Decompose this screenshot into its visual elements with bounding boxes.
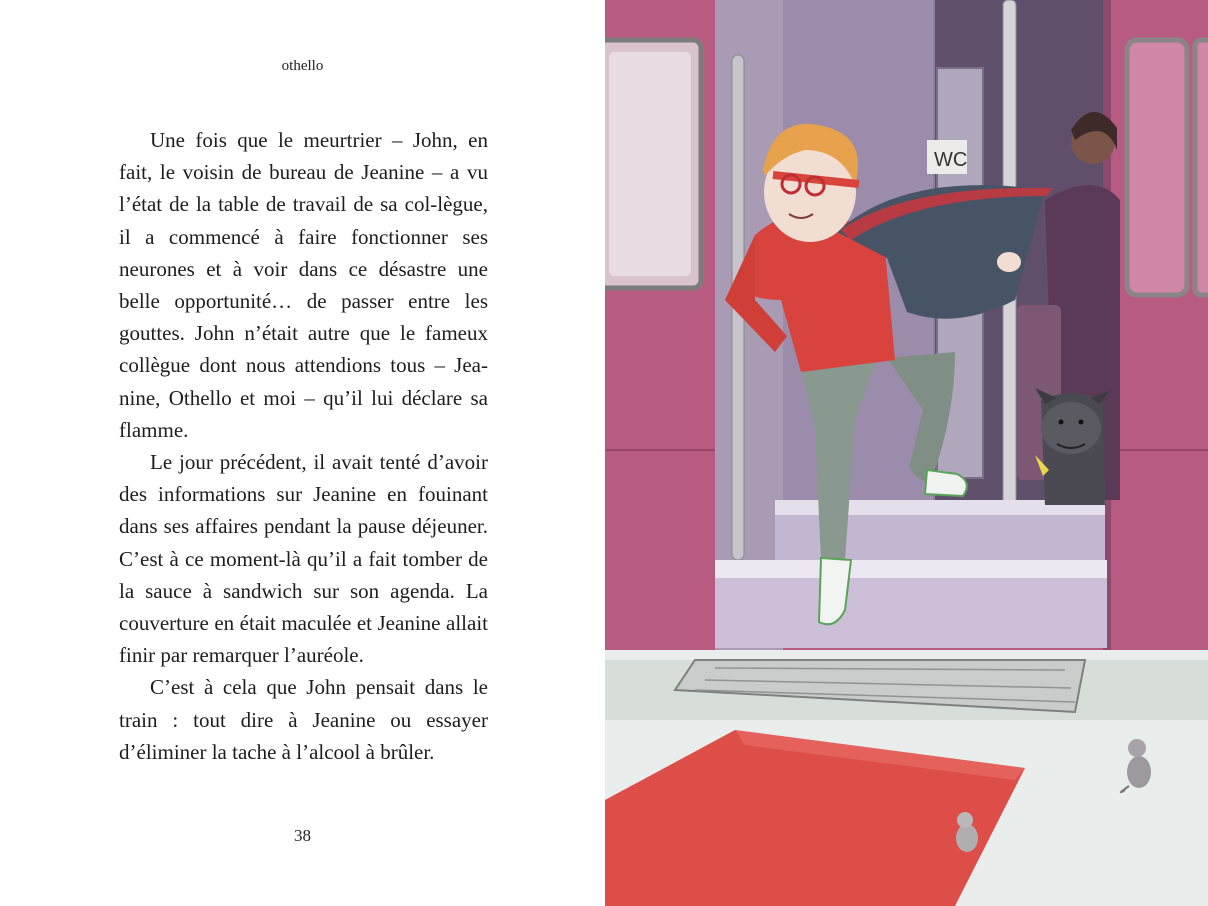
page-number: 38	[294, 826, 311, 845]
train-illustration	[605, 0, 1208, 906]
paragraph: Le jour précédent, il avait tenté d’avoir des informations sur Jeanine en fouinant dans ses affaires pendant la pause déjeuner. C’est à ce moment-là qu’il a fait tomber de la sauce à sandwich sur son agenda. La couverture en était maculée et Jeanine allait finir par remarquer l’auréole.	[119, 450, 488, 668]
running-head: othello	[281, 58, 324, 74]
train-window-right	[1127, 40, 1187, 295]
body-text	[119, 124, 488, 768]
paragraph: Une fois que le meurtrier – John, en fait, le voisin de bureau de Jeanine – a vu l’état de la table de travail de sa col-lègue, il a commencé à faire fonctionner ses neurones et à voir dans ce désastre une belle opportunité… de passer entre les gouttes. John n’était autre que le fameux collègue dont nous attendions tous – Jea-nine, Othello et moi – qu’il lui déclare sa flamme.	[119, 128, 488, 442]
illustration-page	[605, 0, 1208, 906]
paragraph: C’est à cela que John pensait dans le train : tout dire à Jeanine ou essayer d’éliminer la tache à l’alcool à brûler.	[119, 675, 488, 764]
wc-sign: WC	[934, 149, 968, 171]
